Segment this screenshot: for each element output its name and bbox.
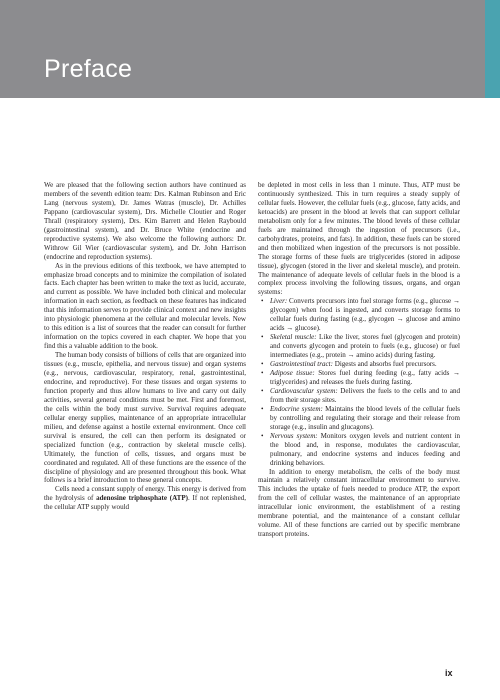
paragraph-energy-continued: be depleted in most cells in less than 1 minute. Thus, ATP must be continuously synthesized. This in turn requires a steady supply of cellular fuels. However, the cellular fuels (e.g., glucose, fatty acids, and ketoacids) are present in the blood at levels that can support cellular metabolism only for a few minutes. The blood levels of these cellular fuels are maintained through the ingestion of precursors (i.e., carbohydrates, proteins, and fats). In addition, these fuels can be stored and then mobilized when ingestion of the precursors is not possible. The storage forms of these fuels are triglycerides (stored in adipose tissue), glycogen (stored in the liver and skeletal muscle), and protein. The maintenance of adequate levels of cellular fuels in the blood is a complex process involving the following tissues, organs, and organ systems: bbox=[258, 181, 460, 297]
list-item bbox=[270, 432, 460, 468]
paragraph-human-body: The human body consists of billions of cells that are organized into tissues (e.g., muscle, epithelia, and nervous tissue) and organ systems (e.g., nervous, cardiovascular, respiratory, renal, gastrointestinal, endocrine, and reproductive). For these tissues and organ systems to function properly and thus allow humans to live and carry out daily activities, several general conditions must be met. First and foremost, the cells within the body must survive. Survival requires adequate cellular energy supplies, maintenance of an appropriate intracellular milieu, and defense against a hostile external environment. Once cell survival is ensured, the cell can then perform its designated or specialized function (e.g., contraction by skeletal muscle cells). Ultimately, the function of cells, tissues, and organs must be coordinated and regulated. All of these functions are the essence of the discipline of physiology and are presented throughout this book. What follows is a brief introduction to these general concepts. bbox=[44, 351, 246, 485]
paragraph-energy-end: . If not replenished, the cellular ATP supply would bbox=[44, 494, 246, 512]
list-item-text: Monitors oxygen levels and nutrient content in the blood and, in response, modulates the cardiovascular, pulmonary, and endocrine systems and induces feeding and drinking behaviors. bbox=[270, 431, 461, 467]
list-item-text: Like the liver, stores fuel (glycogen and protein) and converts glycogen and protein to fuels (e.g., glucose) or fuel intermediates (e.g., protein → amino acids) during fasting. bbox=[270, 333, 460, 360]
list-item bbox=[270, 405, 460, 432]
organ-systems-list bbox=[258, 297, 460, 467]
right-column bbox=[258, 181, 460, 539]
list-item-lead: Adipose tissue: bbox=[270, 369, 315, 378]
list-item-text: Stores fuel during feeding (e.g., fatty acids → triglycerides) and releases the fuels during fasting. bbox=[270, 369, 460, 386]
list-item-lead: Cardiovascular system: bbox=[270, 386, 338, 395]
paragraph-edition: As in the previous editions of this textbook, we have attempted to emphasize broad concepts and to minimize the compilation of isolated facts. Each chapter has been written to make the text as lucid, accurate, and current as possible. We have included both clinical and molecular information in each section, as feedback on these features has indicated that this information serves to provide clinical context and new insights into physiologic phenomena at the cellular and molecular levels. New to this edition is a list of sources that the reader can consult for further information on the topics covered in each chapter. We hope that you find this a valuable addition to the book. bbox=[44, 261, 246, 351]
list-item-text: Maintains the blood levels of the cellular fuels by controlling and regulating their storage and their release from storage (e.g., insulin and glucagons). bbox=[270, 404, 460, 431]
paragraph-energy bbox=[44, 485, 246, 512]
list-item bbox=[270, 297, 460, 333]
list-item-text: Digests and absorbs fuel precursors. bbox=[332, 360, 437, 369]
list-item-lead: Nervous system: bbox=[270, 431, 318, 440]
page-title: Preface bbox=[44, 55, 133, 83]
atp-term: adenosine triphosphate (ATP) bbox=[96, 494, 189, 503]
list-item bbox=[270, 387, 460, 405]
list-item-lead: Gastrointestinal tract: bbox=[270, 360, 333, 369]
list-item-lead: Skeletal muscle: bbox=[270, 333, 317, 342]
list-item-text: Converts precursors into fuel storage forms (e.g., glucose → glycogen) when food is ingested, and converts storage forms to cellular fuels during fasting (e.g., glycogen → glucose and amino acids → glucose). bbox=[270, 297, 460, 333]
paragraph-authors: We are pleased that the following section authors have continued as members of the seventh edition team: Drs. Kalman Rubinson and Eric Lang (nervous system), Dr. James Watras (muscle), Dr. Achilles Pappano (cardiovascular system), Drs. Michelle Cloutier and Roger Thrall (respiratory system), Drs. Kim Barrett and Helen Raybould (gastrointestinal system), and Dr. Bruce White (endocrine and reproductive systems). We also welcome the following authors: Dr. Withrow Gil Wier (cardiovascular system), and Dr. John Harrison (endocrine and reproduction systems). bbox=[44, 181, 246, 261]
list-item bbox=[270, 333, 460, 360]
list-item bbox=[270, 369, 460, 387]
left-column bbox=[44, 181, 246, 512]
list-item-lead: Liver: bbox=[270, 297, 288, 306]
header-accent-strip bbox=[485, 0, 500, 98]
list-item-lead: Endocrine system: bbox=[270, 404, 323, 413]
paragraph-energy-start: Cells need a constant supply of energy. This energy is derived from the hydrolysis of bbox=[44, 485, 246, 503]
paragraph-intracellular: In addition to energy metabolism, the cells of the body must maintain a relatively constant intracellular environment to survive. This includes the uptake of fuels needed to produce ATP, the export from the cell of cellular wastes, the maintenance of an appropriate intracellular ionic environment, the establishment of a resting membrane potential, and the maintenance of a constant cellular volume. All of these functions are carried out by specific membrane transport proteins. bbox=[258, 467, 460, 539]
list-item bbox=[270, 360, 460, 369]
page-number: ix bbox=[445, 668, 453, 678]
list-item-text: Delivers the fuels to the cells and to and from their storage sites. bbox=[270, 386, 460, 404]
